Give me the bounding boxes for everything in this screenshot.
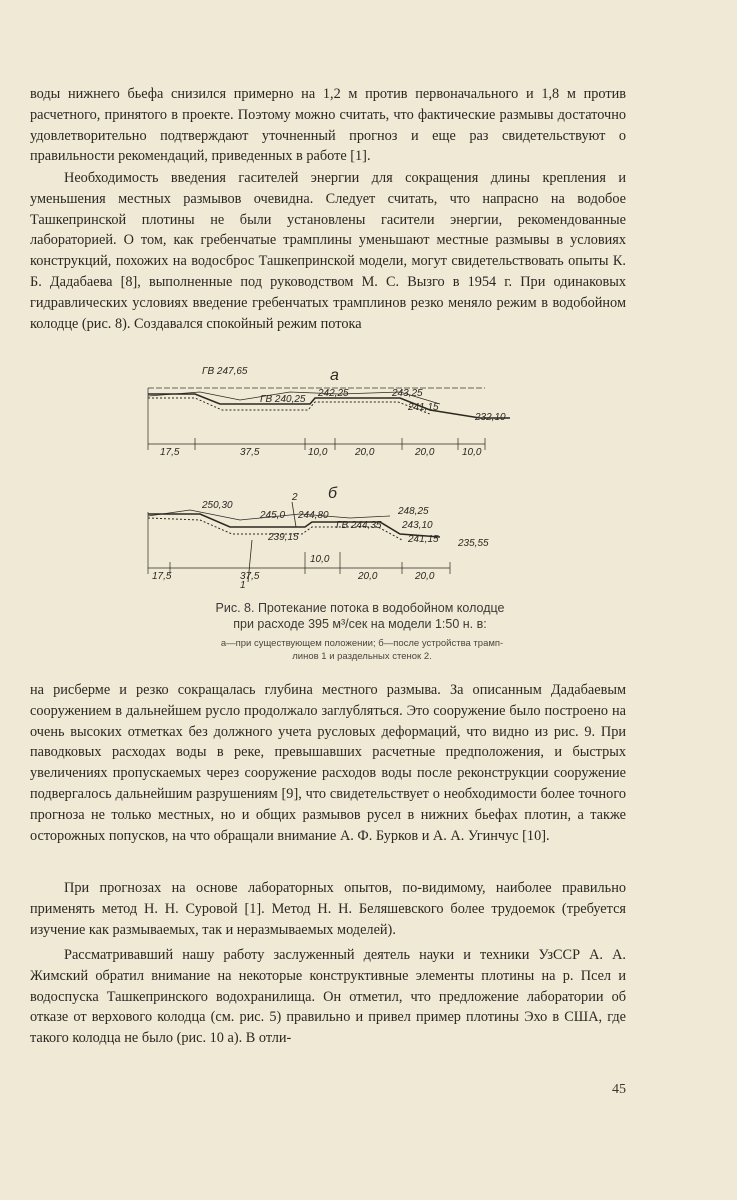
figure-legend: [182, 637, 542, 663]
page-number: 45: [612, 1082, 626, 1097]
dim-a-2: 10,0: [308, 447, 328, 458]
paragraph-2: Необходимость введения гасителей энергии для сокращения длины крепления и уменьшения местных размывов очевидна. Следует считать, что напрасно на водобое Ташкепринской плотины не были установлены гасители энергии, рекомендованные лабораторией. О том, как гребенчатые трамплины уменьшают местные размывы в условиях конструкций, похожих на водосброс Ташкепринской модели, могут свидетельствовать опыты К. Б. Дадабаева [8], выполненные под руководством М. С. Вызго в 1954 г. При одинаковых гидравлических условиях введение гребенчатых трамплинов резко меняло режим в водобойном колодце (рис. 8). Создавался спокойный режим потока: [30, 170, 626, 332]
paragraph-1: воды нижнего бьефа снизился примерно на 1,2 м против первоначального и 1,8 м против расчетного, принятого в проекте. Поэтому можно считать, что фактические размывы достаточно удовлетворительно подтверждают уточненный прогноз и еще раз свидетельствуют о правильности рекомендаций, приведенных в работе [1].: [30, 86, 626, 165]
diagram-b: [148, 485, 489, 591]
diagram-b-letter: б: [328, 485, 337, 502]
dim-a-5: 10,0: [462, 447, 482, 458]
level-b-6: 243,10: [402, 520, 433, 531]
marker-b-0: 2: [292, 492, 298, 503]
level-b-3: 239,15: [268, 532, 299, 543]
level-a-5: 232,10: [475, 412, 506, 423]
diagram-a-letter: а: [330, 367, 339, 384]
paragraph-3: на рисберме и резко сокращалась глубина местного размыва. За описанным Дадабаевым сооружением в дальнейшем русло продолжало заглубляться. Это сооружение было построено на очень высоких отметках без должного учета русловых деформаций, что видно из рис. 9. При паводковых расходах воды в реке, превышавших расчетные предположения, и быстрых увеличениях пропускаемых через сооружение расходов воды после реконструкции сооружение подвергалось дальнейшим разрушениям [9], что свидетельствует о необходимости более точного прогноза не только местных, но и общих размывов русел в нижних бьефах плотин, а также осторожных попусков, на что обращали внимание А. Ф. Бурков и А. А. Угинчус [10].: [30, 682, 626, 844]
level-b-7: 241,15: [408, 534, 439, 545]
dim-a-4: 20,0: [415, 447, 435, 458]
level-b-4: ГВ 244,35: [336, 520, 382, 531]
level-b-8: 235,55: [458, 538, 489, 549]
level-a-2: 242,25: [318, 388, 349, 399]
level-b-2: 244,80: [298, 510, 329, 521]
dim-b-1: 37,5: [240, 571, 260, 582]
dim-b-0: 17,5: [152, 571, 172, 582]
level-a-1: ГВ 240,25: [260, 394, 306, 405]
figure-8-diagram: [140, 362, 520, 602]
level-b-0: 250,30: [202, 500, 233, 511]
paragraph-4: При прогнозах на основе лабораторных опытов, по-видимому, наиболее правильно применять метод Н. Н. Суровой [1]. Метод Н. Н. Беляшевского более трудоемок (требуется изучение как размываемых, так и неразмываемых моделей).: [30, 880, 626, 938]
legend-line-2: линов 1 и раздельных стенок 2.: [292, 651, 432, 662]
paragraph-5: Рассматривавший нашу работу заслуженный деятель науки и техники УзССР А. А. Жимский обратил внимание на некоторые конструктивные элементы плотины на р. Псел и водоспуска Ташкепринского водохранилища. Он отметил, что предложение лаборатории об отказе от верхового колодца (см. рис. 5) правильно и привел пример плотины Эхо в США, где такого колодца не было (рис. 10 а). В отли-: [30, 947, 626, 1047]
level-a-3: 243,25: [392, 388, 423, 399]
dim-a-1: 37,5: [240, 447, 260, 458]
dim-b-3: 20,0: [358, 571, 378, 582]
dim-a-3: 20,0: [355, 447, 375, 458]
dim-a-0: 17,5: [160, 447, 180, 458]
level-b-1: 245,0: [260, 510, 286, 521]
dim-b-2: 10,0: [310, 554, 330, 565]
legend-line-1: а—при существующем положении; б—после устройства трамп-: [220, 638, 504, 649]
level-a-4: 241,15: [408, 402, 439, 413]
caption-line-2: при расходе 395 м³/сек на модели 1:50 н. в:: [233, 617, 487, 631]
level-a-0: ГВ 247,65: [202, 366, 248, 377]
dim-b-4: 20,0: [415, 571, 435, 582]
caption-line-1: Рис. 8. Протекание потока в водобойном колодце: [215, 601, 505, 615]
level-b-5: 248,25: [398, 506, 429, 517]
marker-b-1: 1: [240, 580, 246, 591]
diagram-a: [148, 366, 510, 458]
figure-caption: [175, 600, 545, 632]
